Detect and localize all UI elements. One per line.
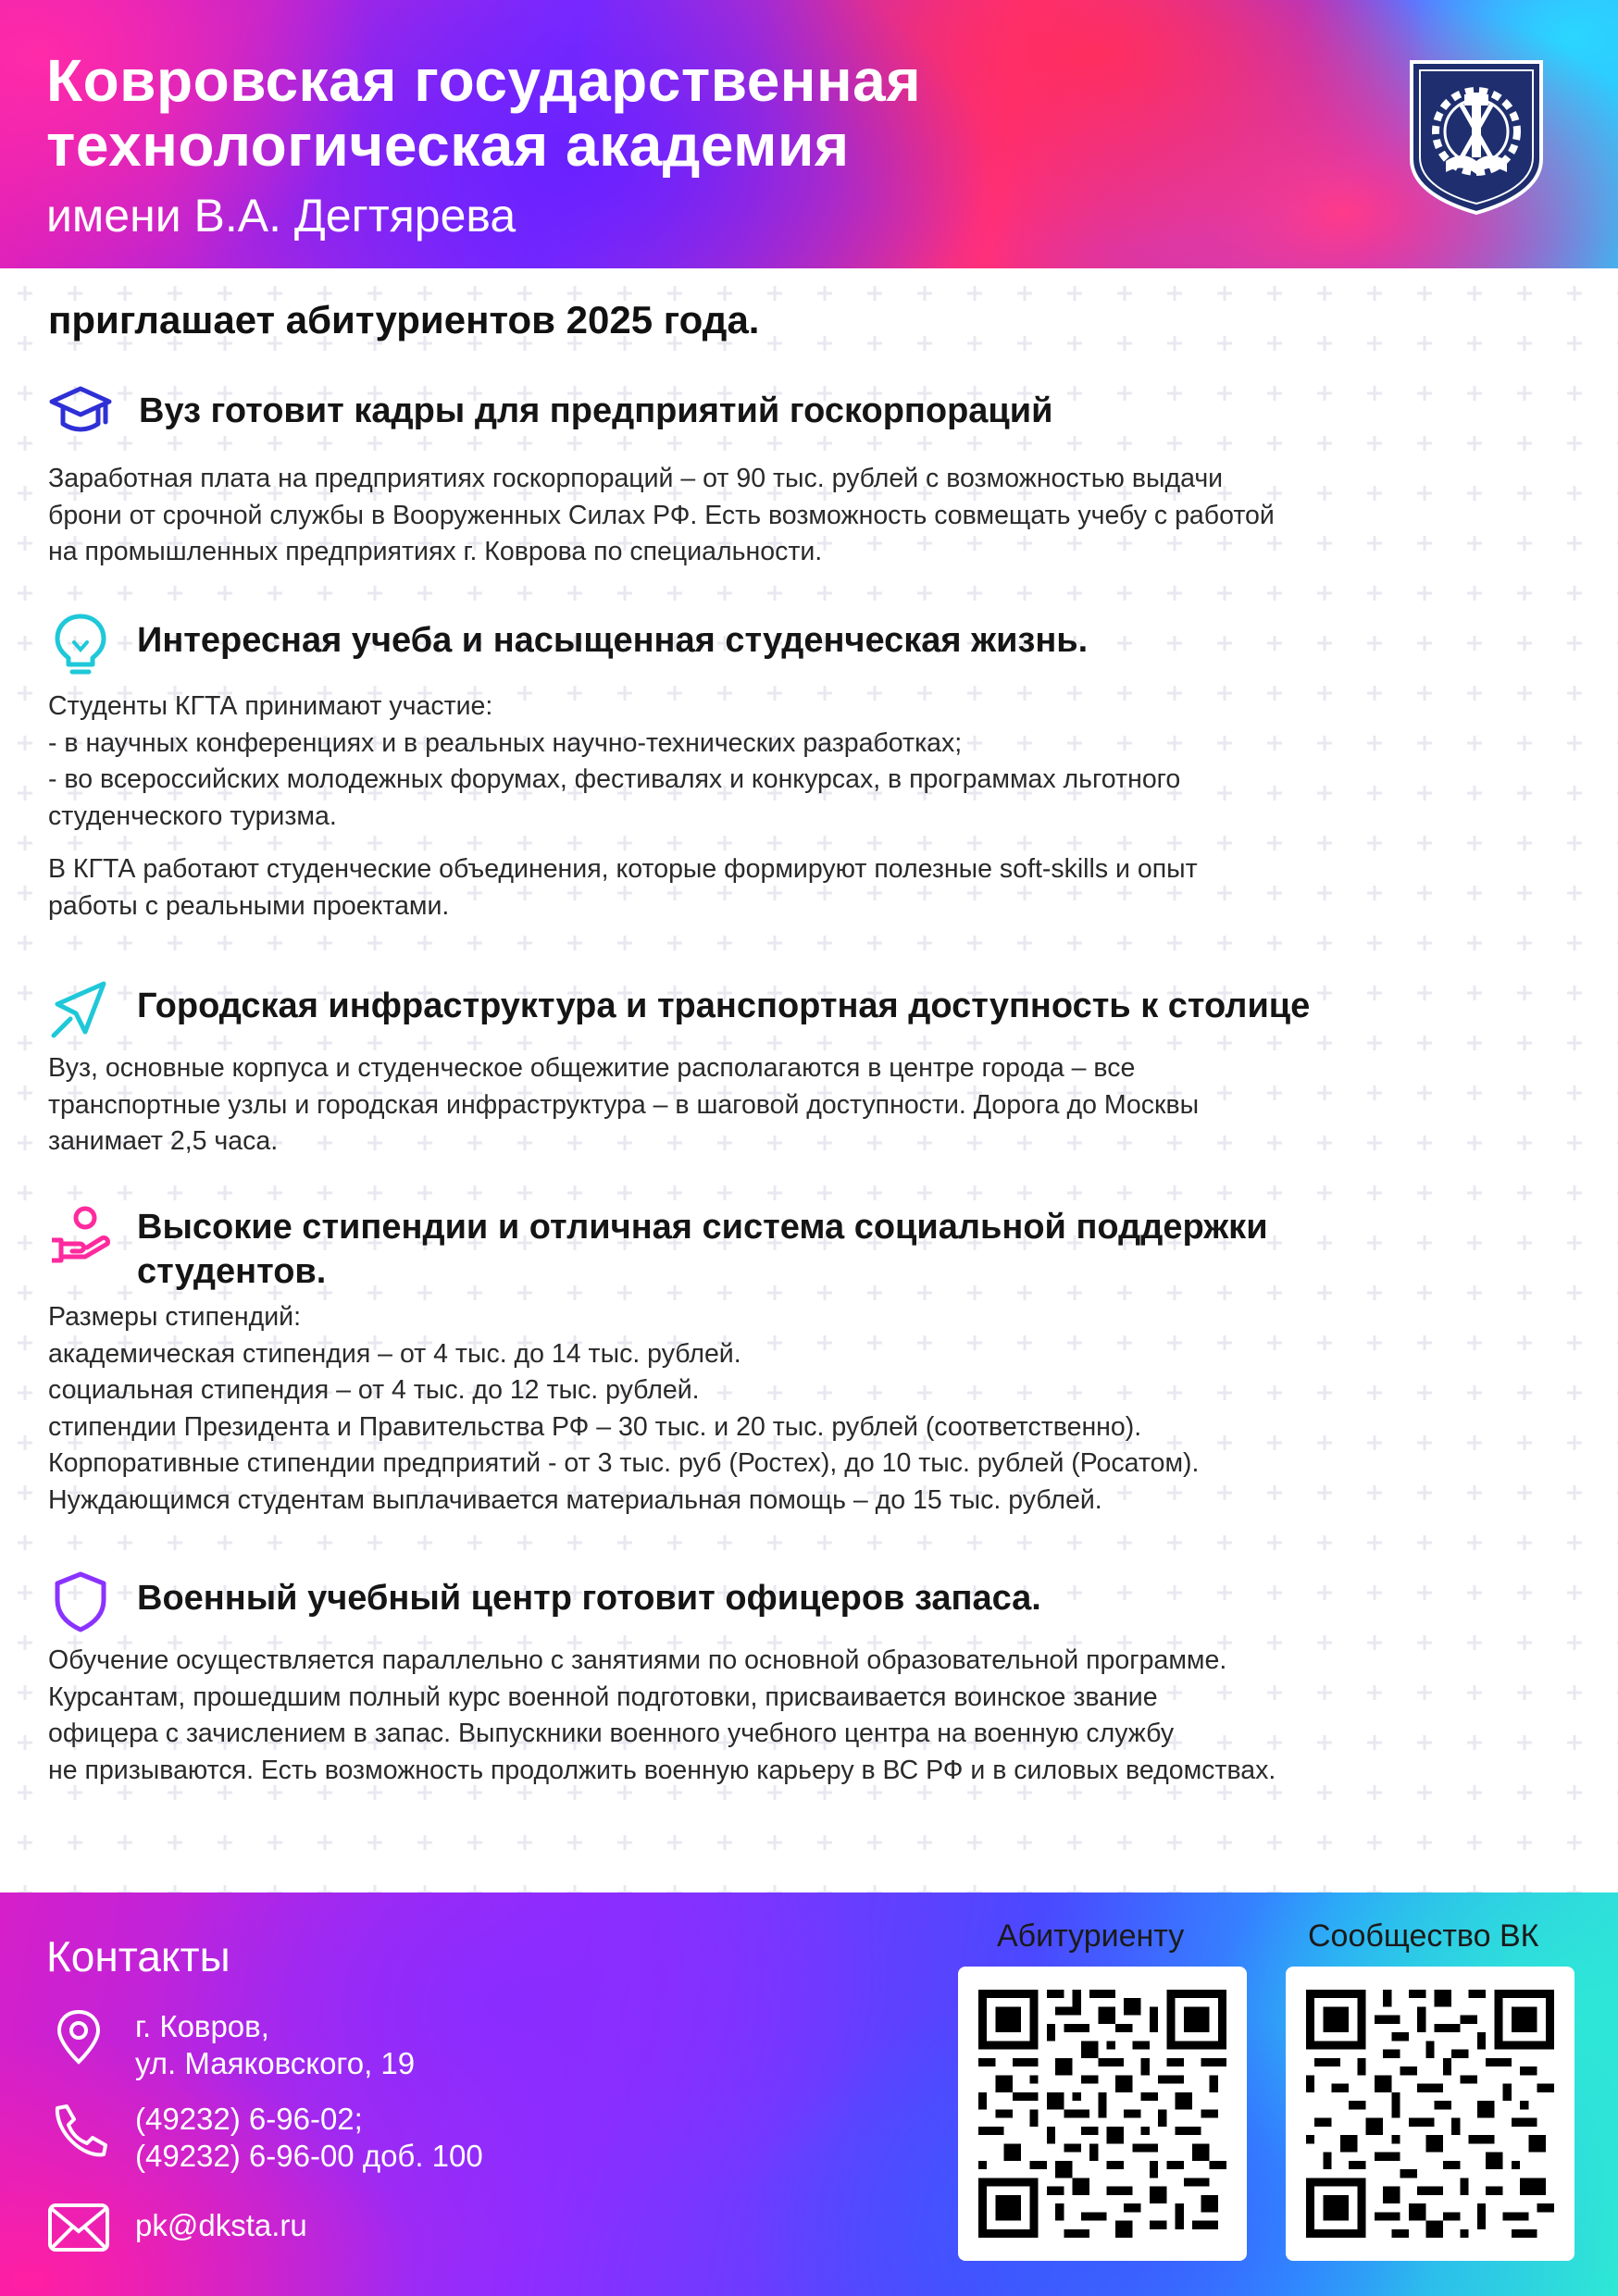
paragraph-line: Нуждающимся студентам выплачивается материальная помощь – до 15 тыс. рублей. xyxy=(48,1484,1102,1515)
address-line: ул. Маяковского, 19 xyxy=(135,2046,416,2080)
paragraph-line: офицера с зачислением в запас. Выпускники военного учебного центра на военную службу xyxy=(48,1719,1175,1748)
paragraph-line: - в научных конференциях и в реальных научно-технических разработках; xyxy=(48,727,963,758)
qr-label-applicant: Абитуриенту xyxy=(997,1918,1185,1954)
section-enterprises xyxy=(48,379,1594,571)
section-infrastructure xyxy=(48,976,1594,1160)
paragraph-line: на промышленных предприятиях г. Коврова по специальности. xyxy=(48,537,823,566)
paragraph-line: Корпоративные стипендии предприятий - от 3 тыс. руб (Ростех), до 10 тыс. рублей (Росатом). xyxy=(48,1448,1200,1478)
paragraph-line: Обучение осуществляется параллельно с занятиями по основной образовательной программе. xyxy=(48,1645,1227,1675)
paragraph-line: стипендии Президента и Правительства РФ – 30 тыс. и 20 тыс. рублей (соответственно). xyxy=(48,1411,1142,1442)
academy-emblem-icon xyxy=(1407,57,1546,217)
paragraph-line: - во всероссийских молодежных форумах, фестивалях и конкурсах, в программах льготного xyxy=(48,764,1181,794)
compass-icon xyxy=(48,976,113,1041)
section-military-center xyxy=(48,1569,1594,1789)
paragraph-line: Курсантам, прошедшим полный курс военной подготовки, присваивается воинское звание xyxy=(48,1682,1158,1712)
section-scholarships xyxy=(48,1203,1594,1519)
paragraph-line: студенческого туризма. xyxy=(48,800,337,831)
phone-icon xyxy=(46,2101,111,2160)
paragraph-line: Вуз, основные корпуса и студенческое общежитие располагаются в центре города – все xyxy=(48,1053,1136,1083)
section-title: Военный учебный центр готовит офицеров запаса. xyxy=(137,1579,1041,1618)
phone-number[interactable]: (49232) 6-96-00 доб. 100 xyxy=(135,2139,483,2173)
page-title xyxy=(46,48,921,178)
paragraph-line: Размеры стипендий: xyxy=(48,1302,301,1332)
section-title: Городская инфраструктура и транспортная доступность к столице xyxy=(137,987,1311,1025)
footer-contacts xyxy=(0,1893,1618,2296)
graduation-cap-icon xyxy=(48,379,113,444)
lightbulb-icon xyxy=(48,611,113,676)
section-title-continued: студентов. xyxy=(137,1252,327,1291)
phone-row xyxy=(46,2101,483,2175)
paragraph-line: брони от срочной службы в Вооруженных Силах РФ. Есть возможность совмещать учебу с работой xyxy=(48,500,1275,530)
section-title: Вуз готовит кадры для предприятий госкорпораций xyxy=(139,391,1053,430)
email-row xyxy=(46,2198,307,2257)
paragraph-line: академическая стипендия – от 4 тыс. до 14 тыс. рублей. xyxy=(48,1338,741,1369)
envelope-icon xyxy=(46,2198,111,2257)
paragraph-line: не призываются. Есть возможность продолжить военную карьеру в ВС РФ и в силовых ведомствах. xyxy=(48,1755,1276,1785)
map-pin-icon xyxy=(46,2008,111,2067)
paragraph-line: социальная стипендия – от 4 тыс. до 12 тыс. рублей. xyxy=(48,1375,700,1405)
address-line: г. Ковров, xyxy=(135,2009,269,2043)
intro-heading: приглашает абитуриентов 2025 года. xyxy=(48,298,760,341)
title-line-1: Ковровская государственная xyxy=(46,47,922,114)
page-subtitle: имени В.А. Дегтярева xyxy=(46,190,517,242)
paragraph-line: Заработная плата на предприятиях госкорпораций – от 90 тыс. рублей с возможностью выдачи xyxy=(48,464,1224,493)
email-link[interactable]: pk@dksta.ru xyxy=(135,2208,307,2242)
header-banner xyxy=(0,0,1618,268)
phone-number[interactable]: (49232) 6-96-02; xyxy=(135,2102,363,2136)
contacts-title: Контакты xyxy=(46,1932,230,1980)
address-row xyxy=(46,2008,415,2082)
qr-label-vk: Сообщество ВК xyxy=(1308,1918,1539,1954)
qr-code-icon xyxy=(1306,1987,1554,2240)
paragraph-line: транспортные узлы и городская инфраструктура – в шаговой доступности. Дорога до Москвы xyxy=(48,1089,1200,1120)
qr-code-vk[interactable] xyxy=(1286,1967,1574,2261)
paragraph-line: В КГТА работают студенческие объединения, которые формируют полезные soft-skills и опыт xyxy=(48,854,1198,884)
paragraph-line: Студенты КГТА принимают участие: xyxy=(48,691,493,721)
section-title: Высокие стипендии и отличная система социальной поддержки xyxy=(137,1208,1268,1247)
hand-user-icon xyxy=(48,1203,113,1268)
section-student-life xyxy=(48,611,1594,925)
qr-code-icon xyxy=(978,1987,1226,2240)
qr-code-applicant[interactable] xyxy=(958,1967,1247,2261)
title-line-2: технологическая академия xyxy=(46,112,850,179)
paragraph-line: занимает 2,5 часа. xyxy=(48,1126,279,1156)
paragraph-line: работы с реальными проектами. xyxy=(48,890,450,921)
shield-icon xyxy=(48,1569,113,1633)
section-title: Интересная учеба и насыщенная студенческая жизнь. xyxy=(137,621,1089,660)
